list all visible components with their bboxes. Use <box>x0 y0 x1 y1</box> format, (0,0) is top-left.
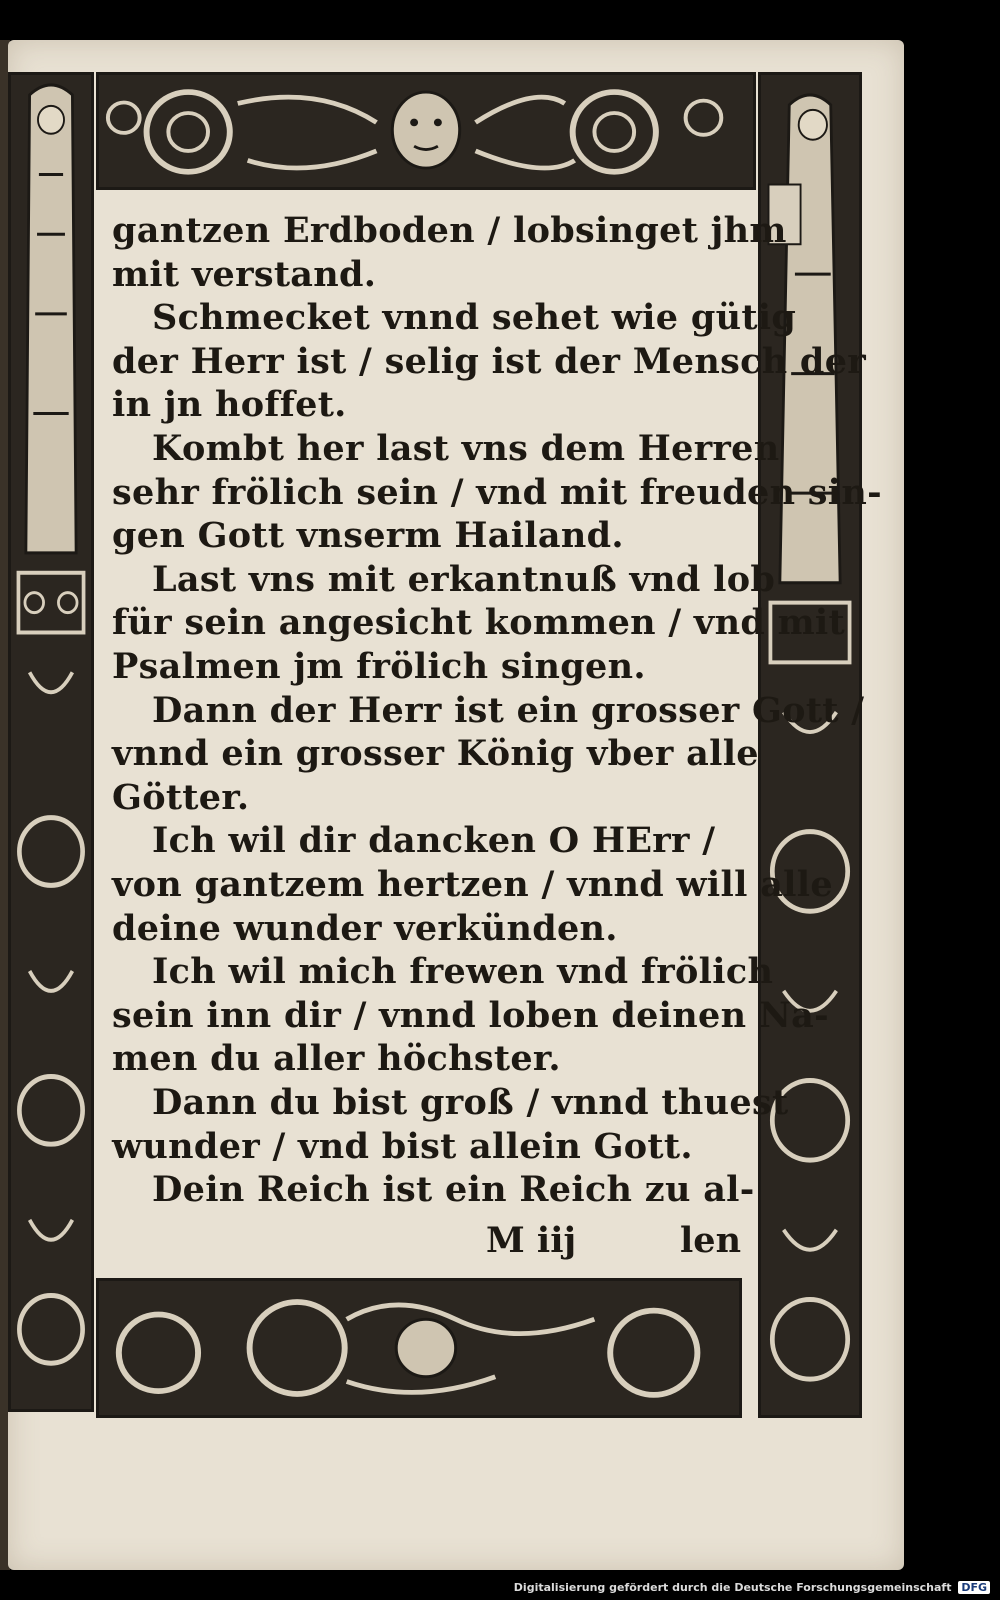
foliage-ornament-icon <box>99 75 753 187</box>
text-line: Kombt her last vns dem Herren <box>152 428 780 469</box>
text-line: Dann der Herr ist ein grosser Gott / <box>152 689 865 731</box>
text-line: men du aller höchster. <box>112 1038 561 1080</box>
figure-column-ornament-icon <box>11 75 91 1409</box>
woodcut-border-right <box>758 72 862 1418</box>
text-line: vnnd ein grosser König vber alle <box>112 733 759 775</box>
text-line: deine wunder verkünden. <box>112 907 618 949</box>
text-line: Schmecket vnnd sehet wie gütig <box>152 297 797 339</box>
vine-ornament-icon <box>99 1281 739 1415</box>
text-line: Ich wil mich frewen vnd frölich <box>152 951 774 993</box>
text-line: gantzen Erdboden / lobsinget jhm <box>112 210 787 251</box>
text-line: Götter. <box>112 776 250 818</box>
text-line: wunder / vnd bist allein Gott. <box>112 1125 693 1167</box>
text-line: für sein angesicht kommen / vnd mit <box>112 602 845 644</box>
digitization-credit <box>514 1581 990 1594</box>
woodcut-border-left <box>8 72 94 1412</box>
woodcut-border-bottom <box>96 1278 742 1418</box>
text-line: Dann du bist groß / vnnd thuest <box>152 1082 789 1123</box>
dfg-logo: DFG <box>958 1581 990 1594</box>
text-line: sehr frölich sein / vnd mit freuden sin- <box>112 471 882 513</box>
figure-column-ornament-icon <box>761 75 859 1415</box>
text-line: von gantzem hertzen / vnnd will alle <box>112 864 833 905</box>
text-line: sein inn dir / vnnd loben deinen Na- <box>112 994 829 1036</box>
text-line: Psalmen jm frölich singen. <box>112 646 646 687</box>
text-line: Ich wil dir dancken O HErr / <box>152 820 716 862</box>
text-line: in jn hoffet. <box>112 384 347 426</box>
text-line: Dein Reich ist ein Reich zu al- <box>152 1169 755 1211</box>
credit-text: Digitalisierung gefördert durch die Deutsche Forschungsgemeinschaft <box>513 1581 952 1594</box>
woodcut-border-top <box>96 72 756 190</box>
text-line: mit verstand. <box>112 253 377 295</box>
text-line: Last vns mit erkantnuß vnd lob <box>152 558 776 600</box>
text-block <box>112 210 882 1290</box>
signature-mark: M iij <box>486 1220 577 1261</box>
text-line: gen Gott vnserm Hailand. <box>112 515 624 557</box>
text-line: der Herr ist / selig ist der Mensch der <box>112 340 867 382</box>
catchword: len <box>680 1220 742 1261</box>
